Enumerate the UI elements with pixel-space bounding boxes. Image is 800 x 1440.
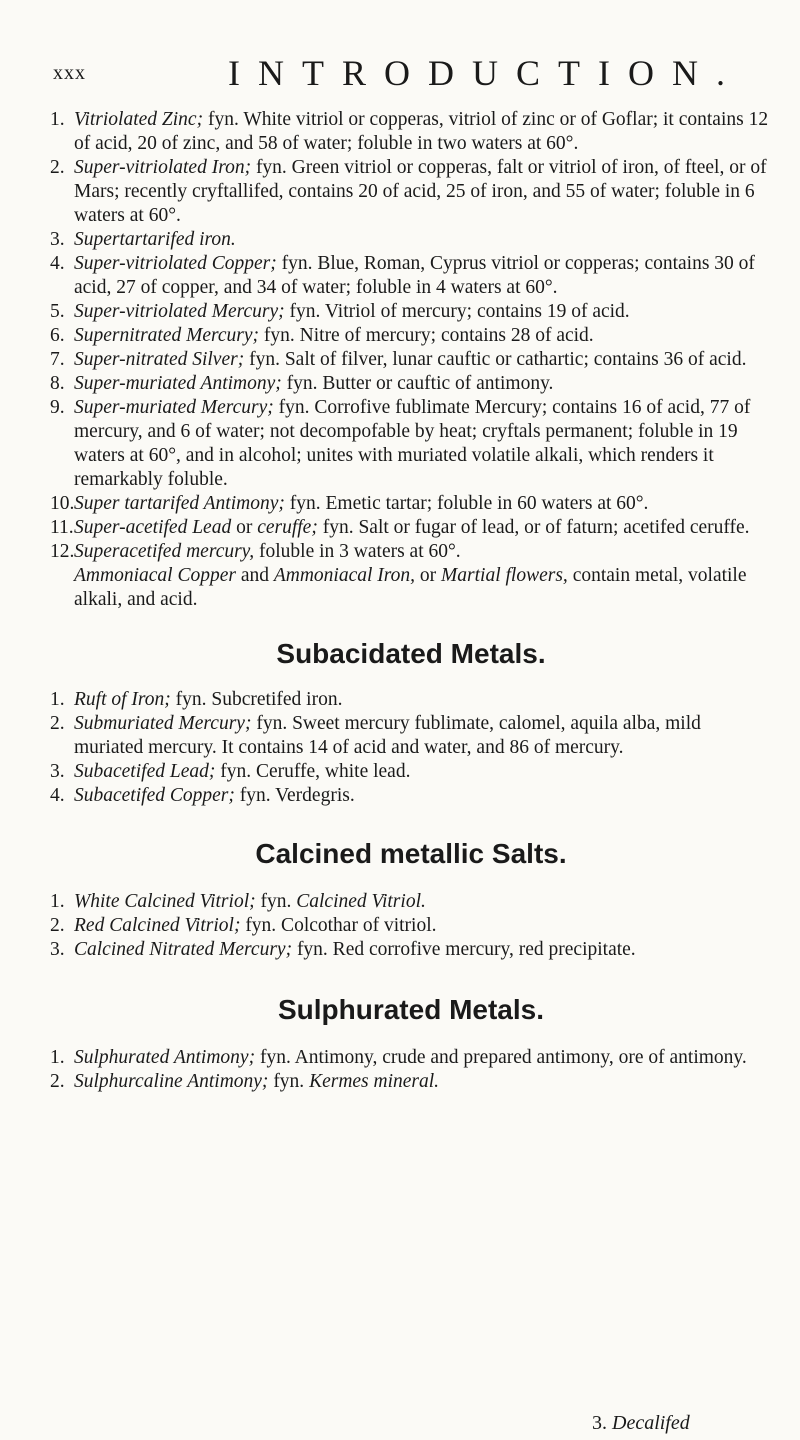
list-item (50, 156, 772, 228)
item-term: Super tartarifed Antimony; (74, 493, 285, 514)
item-text: fyn. Emetic tartar; foluble in 60 waters at 60°. (284, 493, 649, 514)
subacidated-list (50, 688, 772, 808)
item-number: 2. (50, 915, 65, 936)
vitriolated-list (50, 108, 772, 612)
item-term: Sulphurcaline Antimony; (74, 1071, 269, 1092)
list-item (50, 300, 772, 324)
calcined-list (50, 890, 772, 962)
list-item (50, 784, 772, 808)
item-term: Supertartarifed iron. (74, 229, 236, 250)
list-item (50, 492, 772, 516)
item-text: fyn. Salt of filver, lunar cauftic or cathartic; contains 36 of acid. (244, 349, 747, 370)
item-number: 10. (50, 493, 75, 514)
catchword-number: 3. (592, 1412, 607, 1434)
page-number: xxx (53, 62, 86, 84)
item-text: fyn. Green vitriol or copperas, falt or vitriol of iron, of fteel, or of Mars; recently cryftallifed, contains 20 of acid, 25 of iron, and 55 of water; foluble in 6 waters at 60°. (74, 157, 767, 226)
list-item (50, 890, 772, 914)
note-connector: or (415, 565, 442, 586)
item-number: 1. (50, 891, 65, 912)
list-item (50, 516, 772, 540)
list-item (50, 324, 772, 348)
ammoniacal-note (50, 564, 772, 612)
item-number: 2. (50, 157, 65, 178)
item-term: Super-vitriolated Mercury; (74, 301, 285, 322)
item-term: Super-nitrated Silver; (74, 349, 245, 370)
item-number: 3. (50, 939, 65, 960)
item-term: Vitriolated Zinc; (74, 109, 204, 130)
item-number: 1. (50, 689, 65, 710)
item-term: Subacetifed Lead; (74, 761, 216, 782)
item-text: fyn. Colcothar of vitriol. (240, 915, 437, 936)
item-number: 2. (50, 1071, 65, 1092)
item-text: fyn. (268, 1071, 310, 1092)
list-item (50, 396, 772, 492)
catchword-text: Decalifed (612, 1412, 690, 1434)
item-text: fyn. Verdegris. (234, 785, 355, 806)
note-term: Ammoniacal Copper (74, 565, 236, 586)
list-item (50, 712, 772, 760)
item-text: fyn. Butter or cauftic of antimony. (281, 373, 554, 394)
item-term: Calcined Nitrated Mercury; (74, 939, 293, 960)
sulphurated-list (50, 1046, 772, 1094)
item-number: 3. (50, 761, 65, 782)
item-number: 1. (50, 1047, 65, 1068)
item-connector: or (231, 517, 258, 538)
item-number: 1. (50, 109, 65, 130)
item-term: Supernitrated Mercury; (74, 325, 260, 346)
item-text: fyn. Sweet mercury fublimate, calomel, aquila alba, mild muriated mercury. It contains 14 of acid and water, and 86 of mercury. (74, 713, 701, 758)
page-body (50, 108, 772, 1094)
catchword (592, 1412, 690, 1435)
item-text: fyn. Salt or fugar of lead, or of faturn; acetifed ceruffe. (317, 517, 750, 538)
item-term: Red Calcined Vitriol; (74, 915, 241, 936)
page-header (0, 52, 800, 92)
item-text: fyn. Ceruffe, white lead. (215, 761, 411, 782)
item-text: fyn. (255, 891, 297, 912)
item-text: fyn. Antimony, crude and prepared antimony, ore of antimony. (255, 1047, 747, 1068)
item-number: 2. (50, 713, 65, 734)
running-title: INTRODUCTION. (228, 53, 743, 93)
section-heading-subacidated: Subacidated Metals. (276, 638, 546, 669)
item-term: Super-vitriolated Iron; (74, 157, 252, 178)
item-term-alt: Kermes mineral. (309, 1071, 440, 1092)
item-text: fyn. Blue, Roman, Cyprus vitriol or copperas; contains 30 of acid, 27 of copper, and 34 of water; foluble in 4 waters at 60°. (74, 253, 755, 298)
note-text: contain metal, volatile alkali, and acid. (74, 565, 747, 610)
item-term: Super-muriated Antimony; (74, 373, 282, 394)
item-term: Super-muriated Mercury; (74, 397, 274, 418)
item-term: Submuriated Mercury; (74, 713, 252, 734)
section-heading-sulphurated: Sulphurated Metals. (277, 994, 545, 1025)
note-term: Ammoniacal Iron, (273, 565, 416, 586)
list-item (50, 348, 772, 372)
item-term: Sulphurated Antimony; (74, 1047, 256, 1068)
list-item (50, 540, 772, 564)
item-term: Ruft of Iron; (74, 689, 171, 710)
item-number: 7. (50, 349, 65, 370)
item-term: Super-acetifed Lead (74, 517, 232, 538)
item-term: Super-vitriolated Copper; (74, 253, 277, 274)
item-text: fyn. Vitriol of mercury; contains 19 of acid. (284, 301, 630, 322)
list-item (50, 688, 772, 712)
section-heading-calcined: Calcined metallic Salts. (255, 838, 567, 869)
item-number: 11. (50, 517, 74, 538)
list-item (50, 228, 772, 252)
item-term: White Calcined Vitriol; (74, 891, 256, 912)
list-item (50, 252, 772, 300)
item-number: 12. (50, 541, 75, 562)
item-number: 4. (50, 253, 65, 274)
item-number: 8. (50, 373, 65, 394)
item-number: 3. (50, 229, 65, 250)
list-item (50, 914, 772, 938)
item-number: 9. (50, 397, 65, 418)
list-item (50, 1070, 772, 1094)
item-number: 6. (50, 325, 65, 346)
list-item (50, 108, 772, 156)
item-text: fyn. Red corrofive mercury, red precipitate. (292, 939, 636, 960)
item-term: Superacetifed mercury, (74, 541, 255, 562)
item-term-alt: Calcined Vitriol. (296, 891, 426, 912)
item-text: fyn. Corrofive fublimate Mercury; contains 16 of acid, 77 of mercury, and 6 of water; not decompofable by heat; cryftals permanent; foluble in 19 waters at 60°, and in alcohol; unites with muriated volatile alkali, which renders it remarkably foluble. (74, 397, 751, 490)
note-term: Martial flowers, (441, 565, 568, 586)
item-text: foluble in 3 waters at 60°. (254, 541, 461, 562)
list-item (50, 938, 772, 962)
item-text: fyn. White vitriol or copperas, vitriol of zinc or of Goflar; it contains 12 of acid, 20 of zinc, and 58 of water; foluble in two waters at 60°. (74, 109, 769, 154)
item-term: Subacetifed Copper; (74, 785, 235, 806)
list-item (50, 1046, 772, 1070)
item-term-alt: ceruffe; (257, 517, 318, 538)
list-item (50, 372, 772, 396)
list-item (50, 760, 772, 784)
item-text: fyn. Subcretifed iron. (170, 689, 343, 710)
item-number: 4. (50, 785, 65, 806)
note-connector: and (235, 565, 274, 586)
item-text: fyn. Nitre of mercury; contains 28 of acid. (259, 325, 594, 346)
item-number: 5. (50, 301, 65, 322)
